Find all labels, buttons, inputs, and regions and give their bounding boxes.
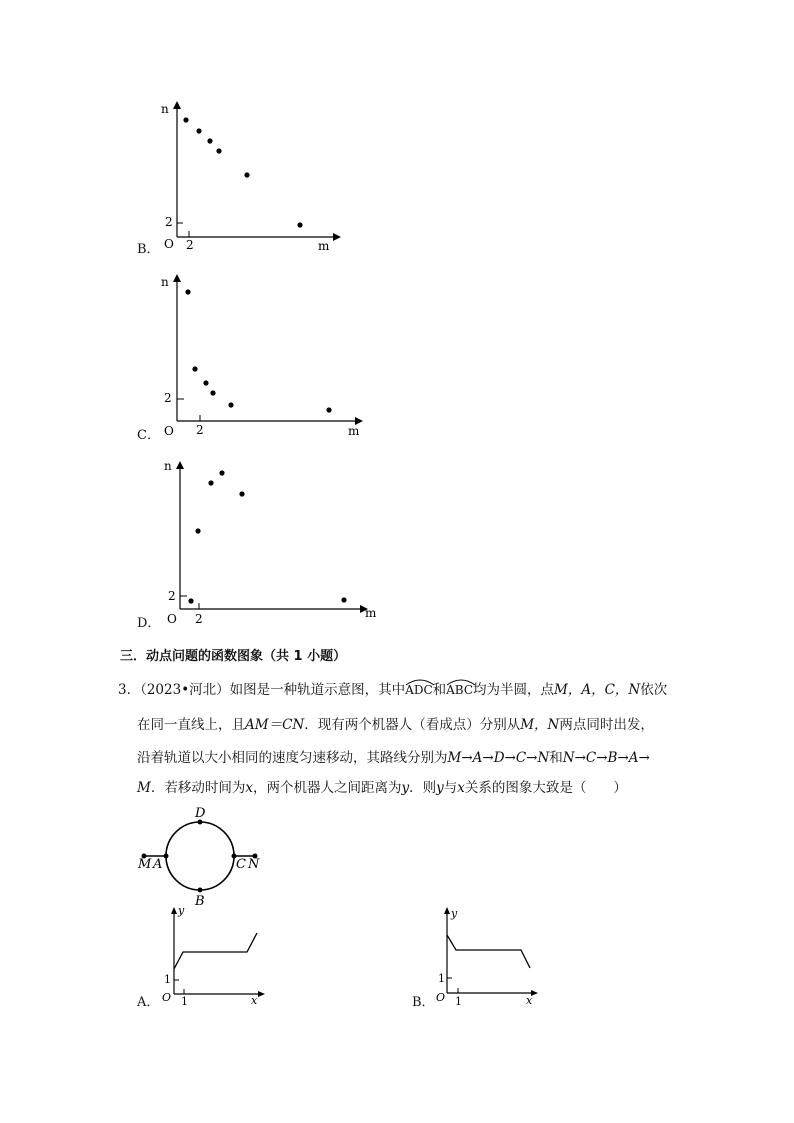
y-axis-arrow — [173, 101, 181, 109]
y-axis-arrow — [173, 274, 181, 282]
y-axis-label: n — [161, 102, 169, 116]
label-d: D — [195, 806, 206, 821]
data-point — [196, 128, 201, 133]
x-tick-label: 2 — [195, 612, 203, 626]
x-tick-label: 2 — [186, 238, 194, 252]
x-axis-arrow — [333, 233, 341, 241]
x-tick-label: 1 — [181, 995, 188, 1007]
y-axis-label: y — [178, 904, 185, 917]
y-tick-label: 1 — [438, 972, 445, 985]
option-d-scatter-plot — [155, 455, 380, 627]
question-var: x — [245, 780, 253, 796]
option-d-label: D． — [137, 616, 161, 631]
question-var: y — [401, 780, 410, 796]
data-point — [244, 172, 249, 177]
y-axis-arrow — [171, 907, 177, 914]
q3-option-b-graph — [425, 902, 545, 1007]
function-curve — [447, 935, 530, 968]
x-axis-label: m — [348, 424, 360, 438]
x-axis-label: x — [526, 994, 533, 1007]
data-point — [183, 117, 188, 122]
origin-label: O — [436, 991, 446, 1004]
section-title: 三．动点问题的函数图象（共 1 小题） — [120, 649, 347, 664]
y-axis-label: n — [161, 275, 169, 289]
option-c-scatter-plot — [155, 268, 365, 440]
label-n: N — [248, 857, 260, 872]
question-var: M，A，C，N — [554, 682, 641, 698]
data-point — [188, 598, 193, 603]
data-point — [228, 402, 233, 407]
label-m: M — [138, 857, 152, 872]
track-figure — [135, 800, 270, 910]
question-text: ．若移动时间为 — [150, 780, 246, 796]
question-text: 沿着轨道以大小相同的速度匀速移动，其路线分别为 — [137, 750, 448, 766]
data-point — [297, 222, 302, 227]
question-text: ．则 — [409, 780, 437, 796]
label-c: C — [236, 857, 246, 872]
option-b-label: B． — [137, 242, 160, 257]
y-axis-label: y — [451, 907, 458, 920]
track-circle — [166, 822, 234, 890]
data-point — [192, 366, 197, 371]
question-text: 和 — [432, 682, 447, 698]
point-b — [198, 888, 203, 893]
point-a — [164, 854, 169, 859]
x-tick-label: 1 — [455, 995, 462, 1007]
x-axis-arrow — [258, 991, 265, 997]
y-axis-arrow — [176, 461, 184, 469]
question-var: M — [137, 780, 151, 796]
question-3-line-4 — [137, 778, 627, 798]
origin-label: O — [167, 612, 177, 626]
route-1: M→A→D→C→N — [447, 750, 550, 766]
question-var: x — [457, 780, 465, 796]
data-point — [210, 390, 215, 395]
question-source: （2023•河北） — [140, 682, 230, 698]
data-point — [219, 470, 224, 475]
data-point — [207, 138, 212, 143]
label-b: B — [195, 894, 205, 909]
question-text: 如图是一种轨道示意图，其中 — [229, 682, 406, 698]
question-text: 依次 — [640, 682, 668, 698]
question-var: y — [436, 780, 444, 796]
question-text: 和 — [549, 750, 563, 766]
question-3-line-1 — [118, 680, 667, 700]
y-axis-label: n — [164, 459, 172, 473]
q3-option-b-label: B． — [412, 995, 435, 1010]
data-point — [208, 480, 213, 485]
function-curve — [174, 933, 257, 969]
arc-abc: ABC — [446, 680, 473, 700]
label-a: A — [153, 857, 163, 872]
question-text: 在同一直线上，且 — [137, 717, 245, 733]
question-var: AM＝CN — [245, 717, 305, 733]
option-c-label: C． — [137, 428, 160, 443]
question-text: 均为半圆，点 — [473, 682, 555, 698]
data-point — [341, 597, 346, 602]
data-point — [239, 491, 244, 496]
data-point — [203, 380, 208, 385]
y-tick-label: 2 — [168, 589, 176, 603]
question-3-line-2 — [137, 715, 654, 735]
q3-option-a-label: A． — [137, 995, 160, 1010]
question-text: 关系的图象大致是（ ） — [464, 780, 627, 796]
question-text: ，两个机器人之间距离为 — [252, 780, 402, 796]
question-text: 与 — [443, 780, 458, 796]
y-tick-label: 2 — [165, 215, 173, 229]
data-point — [216, 148, 221, 153]
origin-label: O — [164, 237, 174, 251]
question-var: M，N — [520, 717, 560, 733]
route-2: N→C→B→A→ — [562, 750, 650, 766]
y-tick-label: 2 — [164, 391, 172, 405]
x-tick-label: 2 — [196, 423, 204, 437]
question-text: ．现有两个机器人（看成点）分别从 — [304, 717, 521, 733]
q3-option-a-graph — [150, 902, 270, 1007]
x-axis-label: m — [318, 239, 330, 253]
data-point — [326, 407, 331, 412]
arc-adc: ADC — [405, 680, 432, 700]
x-axis-label: m — [365, 606, 377, 620]
origin-label: O — [164, 424, 174, 438]
question-text: 两点同时出发， — [559, 717, 654, 733]
data-point — [195, 528, 200, 533]
question-number: 3． — [118, 682, 141, 698]
option-b-scatter-plot — [155, 95, 345, 255]
x-axis-label: x — [251, 994, 258, 1007]
origin-label: O — [162, 991, 172, 1004]
y-tick-label: 1 — [164, 973, 171, 986]
data-point — [185, 289, 190, 294]
question-3-line-3 — [137, 748, 650, 768]
y-axis-arrow — [444, 907, 450, 914]
